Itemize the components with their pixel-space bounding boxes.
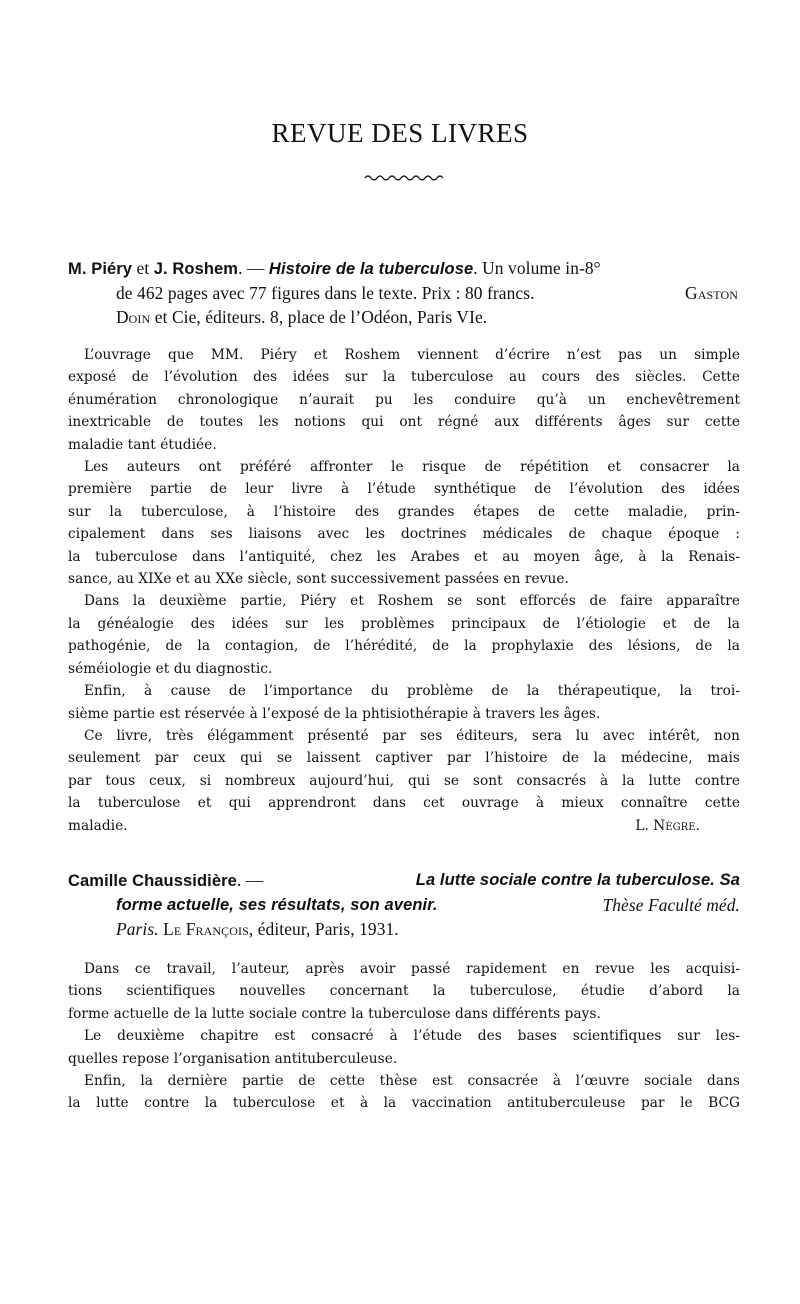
text-line: la tuberculose et qui apprendront dans cet ouvrage à mieux connaître cette (68, 795, 740, 812)
review-1-publisher: Gaston (685, 283, 738, 303)
text-line: Le deuxième chapitre est consacré à l’étude des bases scientifiques sur les- (84, 1028, 740, 1045)
text-line: la généalogie des idées sur les problèmes principaux de l’étiologie et de la (68, 615, 740, 632)
text-line: maladie tant étudiée. (68, 436, 217, 453)
review-1-closing-line (68, 815, 740, 837)
text-line: Enfin, la dernière partie de cette thèse est consacrée à l’œuvre sociale dans (84, 1073, 740, 1090)
review-1-header-line-2: de 462 pages avec 77 figures dans le texte. Prix : 80 francs. (116, 283, 535, 303)
text-line: Les auteurs ont préféré affronter le risque de répétition et consacrer la (84, 459, 740, 476)
text-line: première partie de leur livre à l’étude synthétique de l’évolution des idées (68, 481, 740, 498)
text-line: par tous ceux, si nombreux aujourd’hui, qui se sont consacrés à la lutte contre (68, 772, 740, 789)
text-line: inextricable de toutes les notions qui ont régné aux différents âges sur cette (68, 414, 740, 431)
text-line: exposé de l’évolution des idées sur la tuberculose au cours des siècles. Cette (68, 369, 740, 386)
review-1-header (68, 256, 744, 329)
review-2-author: Camille Chaussidière (68, 872, 237, 890)
decorative-ornament (363, 172, 443, 182)
review-1-dash: . — (238, 258, 269, 278)
text-line: la lutte contre la tuberculose et à la vaccination antituberculeuse par le BCG (68, 1095, 740, 1112)
text-line: Enfin, à cause de l’importance du problème de la thérapeutique, la troi- (84, 683, 740, 700)
text-line: Dans ce travail, l’auteur, après avoir passé rapidement en revue les acquisi- (84, 961, 740, 977)
text-line: sance, au XIXe et au XXe siècle, sont successivement passées en revue. (68, 571, 569, 588)
review-2-dash: . — (236, 870, 264, 890)
review-1-signature: L. Nègre. (635, 817, 700, 834)
text-line: cipalement dans ses liaisons avec les doctrines médicales de chaque époque : (68, 526, 740, 543)
review-1-body (68, 344, 740, 837)
text-line: séméiologie et du diagnostic. (68, 660, 273, 677)
review-2-thesis: Thèse Faculté méd. (602, 895, 740, 915)
review-1-publisher-2: Doin (116, 307, 151, 327)
review-2-book-title-cont: forme actuelle, ses résultats, son avenir. (116, 896, 438, 914)
review-2-publisher: Le François (163, 919, 249, 939)
review-2-body (68, 958, 740, 1115)
page-title: REVUE DES LIVRES (271, 118, 529, 148)
review-1-author: M. Piéry (68, 260, 133, 278)
review-1-author-2: J. Roshem (153, 260, 239, 278)
text-line: sième partie est réservée à l’exposé de la phtisiothérapie à travers les âges. (68, 705, 601, 722)
review-2-book-title: La lutte sociale contre la tuberculose. Sa (415, 871, 740, 889)
text-line: seulement par ceux qui se laissent captiver par l’histoire de la médecine, mais (68, 750, 740, 767)
text-line: énumération chronologique n’aurait pu les conduire qu’à un enchevêtrement (68, 391, 740, 408)
text-line: sur la tuberculose, à l’histoire des grandes étapes de cette maladie, prin- (68, 503, 740, 520)
review-1-et: et (132, 258, 154, 278)
text-line: pathogénie, de la contagion, de l’hérédité, de la prophylaxie des lésions, de la (68, 638, 740, 655)
review-1-header-rest: . Un volume in-8° (473, 258, 601, 278)
text-line: forme actuelle de la lutte sociale contre la tuberculose dans différents pays. (68, 1005, 601, 1022)
text-line: la tuberculose dans l’antiquité, chez les Arabes et au moyen âge, à la Renais- (68, 548, 740, 565)
text-line: Ce livre, très élégamment présenté par ses éditeurs, sera lu avec intérêt, non (84, 727, 740, 744)
review-2-publisher-rest: , éditeur, Paris, 1931. (248, 919, 399, 939)
review-1-header-line-3: et Cie, éditeurs. 8, place de l’Odéon, Paris VIe. (150, 307, 488, 327)
text-line: tions scientifiques nouvelles concernant la tuberculose, étudie d’abord la (68, 983, 740, 1000)
text-line: quelles repose l’organisation antituberculeuse. (68, 1050, 398, 1067)
review-2-thesis-city: Paris. (116, 919, 159, 939)
text-line: L’ouvrage que MM. Piéry et Roshem viennent d’écrire n’est pas un simple (84, 347, 740, 363)
text-line: Dans la deuxième partie, Piéry et Roshem se sont efforcés de faire apparaître (84, 593, 740, 610)
text-line: maladie. (68, 817, 128, 834)
review-2-header (68, 868, 744, 941)
review-1-book-title: Histoire de la tuberculose (268, 260, 474, 278)
